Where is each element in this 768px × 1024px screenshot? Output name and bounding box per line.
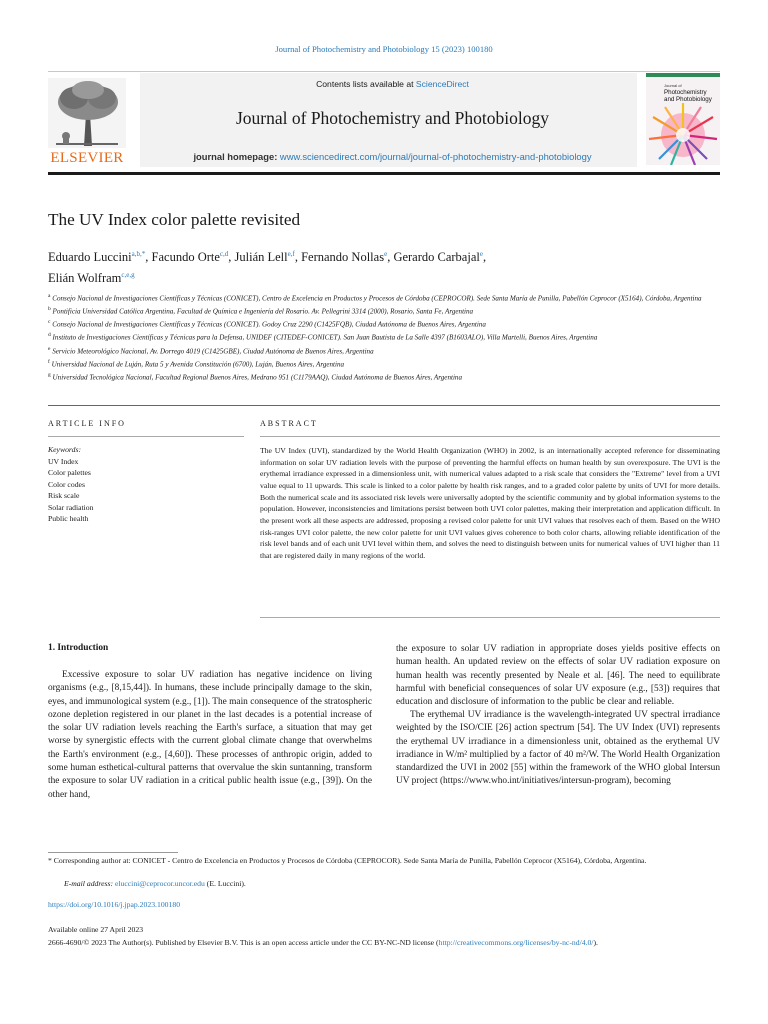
author-name[interactable]: Fernando Nollas — [301, 250, 385, 265]
email-line — [64, 879, 246, 888]
contents-line — [150, 79, 635, 89]
keyword-item: Color codes — [48, 479, 85, 489]
affiliation-text: Universidad Tecnológica Nacional, Facultad Regional Buenos Aires, Medrano 951 (C1179AAQ), Ciudad Autónoma de Buenos Aires, Argentina — [52, 373, 463, 382]
affiliation-mark: g — [48, 371, 51, 378]
affiliation-mark: f — [48, 358, 50, 365]
author-affiliation-marks[interactable]: e,f — [287, 250, 295, 258]
author-affiliation-marks[interactable]: c,e,g — [121, 271, 135, 280]
introduction-heading: 1. Introduction — [48, 643, 109, 653]
email-link[interactable]: eluccini@ceprocor.uncor.edu — [114, 879, 205, 888]
affiliation-item — [48, 344, 720, 357]
article-info-heading: ARTICLE INFO — [48, 419, 126, 428]
homepage-link[interactable]: www.sciencedirect.com/journal/journal-of-photochemistry-and-photobiology — [279, 151, 592, 162]
author-affiliation-marks[interactable]: e — [479, 250, 483, 258]
keyword-item: Solar radiation — [48, 502, 94, 512]
cover-line-3: and Photobiology — [664, 96, 712, 103]
author-name[interactable]: Gerardo Carbajal — [393, 250, 480, 265]
keyword-item: UV Index — [48, 456, 79, 466]
intro-column-1: Excessive exposure to solar UV radiation has negative incidence on living organisms (e.g., [8,15,44]). In humans, these include principally damage to the skin, eyes, and immunological system (e.g., [1]). The main consequence of the stratospheric ozone depletion registered in our planet in the last decades is a potential increase of the solar UV radiation levels reaching the Earth's surface, a situation that may get worse by synergistic effects with the current global climate change that overwhelms the Earth's environment (e.g., [4,60]). These processes of anthropic origin, added to some human esthetical-cultural patterns that overvalue the skin suntanning, transform the exposure to solar UV radiation in a critical public health issue (e.g., [39]). On the other hand, — [48, 670, 372, 800]
author-separator: , — [387, 250, 394, 265]
copyright-notice — [48, 937, 720, 949]
affiliation-mark: b — [48, 306, 51, 313]
intro-column-2-paragraph-2: The erythemal UV irradiance is the wavelength-integrated UV spectral irradiance weighted by the ISO/CIE [26] action spectrum [54]. The UV Index (UVI) represents the erythemal UV irradiance in a dimensionless unit, obtained as the erythemal UV irradiance in W/m² multiplied by a factor of 40 m²/W. The World Health Organization standardized the UVI in 2002 [55] within the framework of the WHO global Intersun UV project (https://www.who.int/initiatives/intersun-program), becoming — [396, 710, 720, 787]
keyword-list — [48, 456, 244, 525]
author-separator: , — [228, 250, 235, 265]
masthead-top-rule — [48, 71, 720, 72]
affiliation-mark: a — [48, 293, 51, 299]
affiliation-item — [48, 357, 720, 370]
keywords-block — [48, 444, 244, 525]
article-title: The UV Index color palette revisited — [48, 210, 301, 229]
keyword-item: Color palettes — [48, 468, 91, 477]
keyword-item: Risk scale — [48, 491, 80, 500]
author-affiliation-marks[interactable]: c,d — [219, 250, 229, 258]
article-info-rule — [48, 436, 244, 437]
abstract-text: The UV Index (UVI), standardized by the World Health Organization (WHO) in 2002, is an internationally accepted reference for disseminating information on solar UV radiation levels with the purpose of preventing the harmful effects on human health by sun overexposure. The UVI is the erythemal irradiance expressed in a dimensionless unit, with numerical values adapted to a risk scale that considers the "Extreme" level from a UVI value equal to 11 upwards. This scale is linked to a color palette by health risk ranges, and to a graded color palette by units of UVI for more details. Both the numerical scale and its associated risk levels were universally adopted by the scientific community and by global information systems to the population. However, inconsistencies and limitations persist between both UVI color palettes, making their interpretation and application difficult. In the present work all these aspects are addressed, proposing a revised color palette for unit UVI values that resolves each of them. Based on the WHO risk-ranges UVI color palette, the new color palette for unit UVI values gives coherence to both color charts, allowing reliable identification of the risk level bands and of each unit UVI level within them, and solves the need to distinguish between units for numerical values of UVI higher than 11 that are registered daily in many regions of the world. — [260, 446, 720, 560]
author-name[interactable]: Elián Wolfram — [48, 271, 122, 286]
affiliation-item — [48, 317, 720, 330]
keywords-label: Keywords: — [48, 445, 82, 454]
intro-column-2-paragraph-1: the exposure to solar UV radiation in appropriate doses yields positive effects on human health. An updated review on the effects of solar UV radiation exposure on human health was recently presented by Neale et al. [46]. The need to equilibrate harmful with beneficial consequences of solar UV exposure (e.g., [53]) requires that education and disclosure of information to the public be clear and reliable. — [396, 644, 720, 708]
license-link[interactable]: http://creativecommons.org/licenses/by-nc-nd/4.0/ — [438, 938, 594, 947]
abstract-bottom-rule — [260, 617, 720, 618]
affiliation-text: Pontificia Universidad Católica Argentina, Facultad de Química e Ingeniería del Rosario. Av. Pellegrini 3314 (2000), Rosario, Santa Fe, Argentina — [52, 307, 474, 316]
affiliation-mark: e — [48, 345, 51, 352]
affiliation-text: Servicio Meteorológico Nacional, Av. Dorrego 4019 (C1425GBE), Ciudad Autónoma de Buenos Aires, Argentina — [52, 346, 374, 355]
keyword-item: Public health — [48, 514, 89, 523]
author-affiliation-marks[interactable]: a,b,* — [131, 250, 146, 258]
email-suffix: (E. Luccini). — [204, 879, 246, 888]
abstract-rule — [260, 436, 720, 437]
affiliation-item — [48, 370, 720, 383]
masthead-bottom-rule — [48, 172, 720, 175]
available-online: Available online 27 April 2023 — [48, 925, 144, 934]
journal-reference[interactable]: Journal of Photochemistry and Photobiology 15 (2023) 100180 — [275, 44, 493, 54]
affiliation-text: Consejo Nacional de Investigaciones Científicas y Técnicas (CONICET), Centro de Excelencia en Productos y Procesos de Córdoba (CEPROCOR). Sede Santa María de Punilla, Pabellón Ceprocor (X5164), Córdoba, Argentina — [52, 294, 702, 303]
journal-title: Journal of Photochemistry and Photobiology — [235, 108, 550, 128]
affiliation-item — [48, 304, 720, 317]
affiliation-mark: d — [48, 332, 51, 339]
affiliation-mark: c — [48, 319, 51, 326]
author-name[interactable]: Eduardo Luccini — [48, 250, 132, 265]
footnote-rule — [48, 852, 178, 853]
affiliation-item — [48, 291, 720, 304]
affiliation-text: Consejo Nacional de Investigaciones Científicas y Técnicas (CONICET). Godoy Cruz 2290 (C1425FQB), Ciudad Autónoma de Buenos Aires, Argentina — [52, 320, 486, 329]
affiliation-text: Instituto de Investigaciones Científicas y Técnicas para la Defensa, UNIDEF (CITEDEF-CONICET). San Juan Bautista de La Salle 4397 (B1603ALO), Villa Martelli, Buenos Aires, Argentina — [52, 333, 598, 342]
cover-line-1: Journal of — [664, 83, 682, 88]
author-separator: , — [145, 250, 152, 265]
corresponding-author-footnote: * Corresponding author at: CONICET - Centro de Excelencia en Productos y Procesos de Córdoba (CEPROCOR). Sede Santa María de Punilla, Pabellón Ceprocor (X5164), Córdoba, Argentina. — [48, 856, 647, 865]
affiliation-text: Universidad Nacional de Luján, Ruta 5 y Avenida Constitución (6700), Luján, Buenos Aires, Argentina — [51, 360, 345, 369]
contents-prefix: Contents lists available at — [316, 79, 416, 89]
email-label: E-mail address: — [64, 879, 115, 888]
author-name[interactable]: Facundo Orte — [151, 250, 220, 265]
copyright-end: ). — [593, 938, 598, 947]
affiliation-list — [48, 291, 720, 383]
affiliation-item — [48, 330, 720, 343]
doi-link[interactable]: https://doi.org/10.1016/j.jpap.2023.100180 — [48, 900, 181, 909]
elsevier-wordmark: ELSEVIER — [50, 150, 124, 166]
author-separator: , — [482, 250, 487, 265]
author-affiliation-marks[interactable]: e — [384, 250, 388, 258]
journal-homepage-line — [150, 151, 635, 162]
homepage-label: journal homepage: — [193, 151, 280, 162]
abstract-heading: ABSTRACT — [260, 419, 318, 428]
author-name[interactable]: Julián Lell — [234, 250, 288, 265]
copyright-text: 2666-4690/© 2023 The Author(s). Published by Elsevier B.V. This is an open access article under the CC BY-NC-ND license ( — [48, 938, 439, 947]
cover-line-2: Photochemistry — [664, 89, 707, 96]
author-separator: , — [294, 250, 302, 265]
section-divider — [48, 405, 720, 406]
sciencedirect-link[interactable]: ScienceDirect — [415, 79, 469, 89]
author-list — [48, 245, 720, 287]
journal-cover-image[interactable] — [646, 73, 720, 165]
